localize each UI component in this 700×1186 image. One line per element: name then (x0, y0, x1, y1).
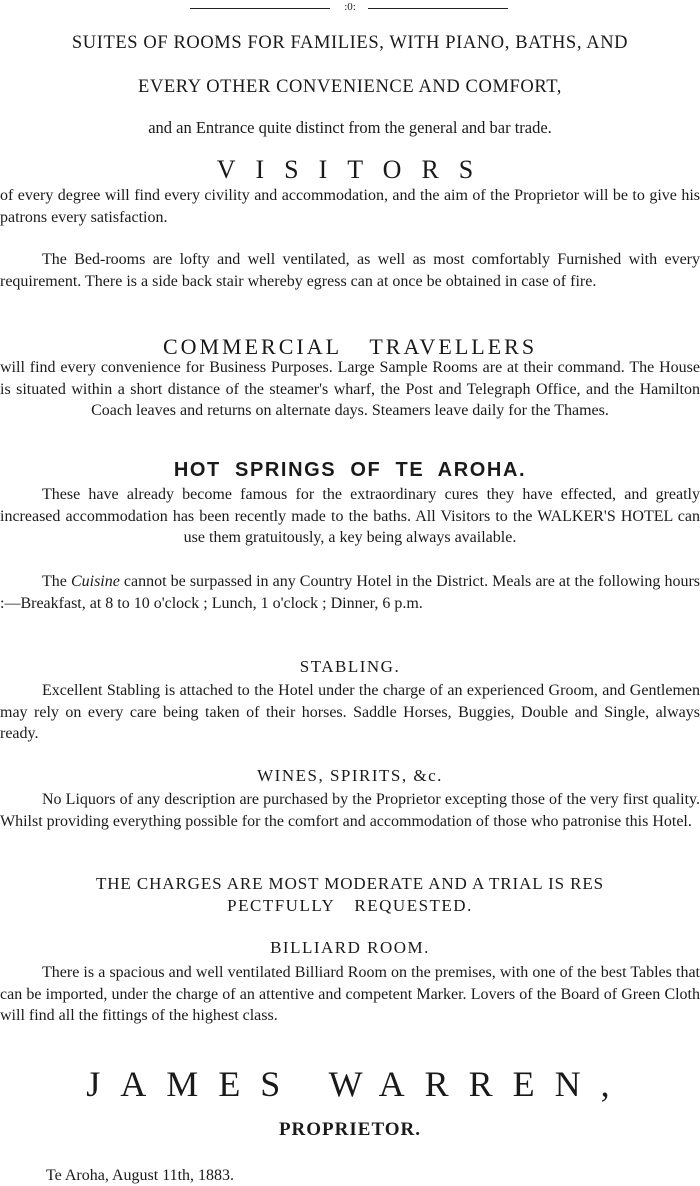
bedrooms-paragraph: The Bed-rooms are lofty and well ventilated, as well as most comfortably Furnished with every requirement. There is a side back stair whereby egress can at once be obtained in case of fire. (0, 251, 700, 290)
cuisine-prefix: The (42, 573, 67, 590)
dateline: Te Aroha, August 11th, 1883. (46, 1167, 235, 1184)
hot-springs-paragraph: These have already become famous for the extraordinary cures they have effected, and greatly increased accommodation has been recently made to the baths. All Visitors to the WALKER'S HOTEL can use them gratuitously, a key being always available. (0, 486, 700, 546)
charges-notice (0, 873, 700, 917)
cuisine-body: cannot be surpassed in any Country Hotel in the District. Meals are at the following hours :—Breakfast, at 8 to 10 o'clock ; Lunch, 1 o'clock ; Dinner, 6 p.m. (0, 573, 700, 612)
rule-line-left (190, 8, 330, 9)
cuisine-word: Cuisine (70, 573, 120, 590)
charges-line-2: PECTFULLY REQUESTED. (227, 896, 473, 915)
proprietor-name: JAMES WARREN, (86, 1064, 630, 1104)
hot-springs-heading: HOT SPRINGS OF TE AROHA. (173, 459, 527, 481)
headline-suites: SUITES OF ROOMS FOR FAMILIES, WITH PIANO, BATHS, AND (71, 33, 629, 53)
commercial-travellers-heading: COMMERCIAL TRAVELLERS (162, 334, 538, 359)
charges-line-1: THE CHARGES ARE MOST MODERATE AND A TRIAL IS RES (95, 874, 605, 893)
headline-entrance: and an Entrance quite distinct from the general and bar trade. (148, 118, 552, 137)
stabling-paragraph: Excellent Stabling is attached to the Hotel under the charge of an experienced Groom, and Gentlemen may rely on every care being taken of their horses. Saddle Horses, Buggies, Double and Single, always ready. (0, 682, 700, 742)
top-ornamental-rule (0, 3, 700, 15)
headline-every-convenience: EVERY OTHER CONVENIENCE AND COMFORT, (138, 77, 562, 97)
proprietor-title: PROPRIETOR. (278, 1119, 422, 1140)
wines-spirits-heading: WINES, SPIRITS, &c. (257, 766, 443, 785)
rule-ornament: :0: (344, 1, 356, 13)
billiard-room-heading: BILLIARD ROOM. (270, 938, 430, 957)
stabling-heading: STABLING. (299, 657, 401, 676)
visitors-heading: VISITORS (216, 155, 494, 184)
cuisine-paragraph (0, 571, 700, 614)
commercial-travellers-paragraph: will find every convenience for Business Purposes. Large Sample Rooms are at their command. The House is situated within a short distance of the steamer's wharf, the Post and Telegraph Office, and the Hamilton Coach leaves and returns on alternate days. Steamers leave daily for the Thames. (0, 359, 700, 419)
rule-line-right (368, 8, 508, 9)
visitors-paragraph: of every degree will find every civility and accommodation, and the aim of the Proprietor will be to give his patrons every satisfaction. (0, 187, 700, 226)
wines-spirits-paragraph: No Liquors of any description are purchased by the Proprietor excepting those of the very first quality. Whilst providing everything possible for the comfort and accommodation of those who patronise this Hotel. (0, 791, 700, 830)
billiard-room-paragraph: There is a spacious and well ventilated Billiard Room on the premises, with one of the best Tables that can be imported, under the charge of an attentive and competent Marker. Lovers of the Board of Green Cloth will find all the fittings of the highest class. (0, 964, 700, 1024)
